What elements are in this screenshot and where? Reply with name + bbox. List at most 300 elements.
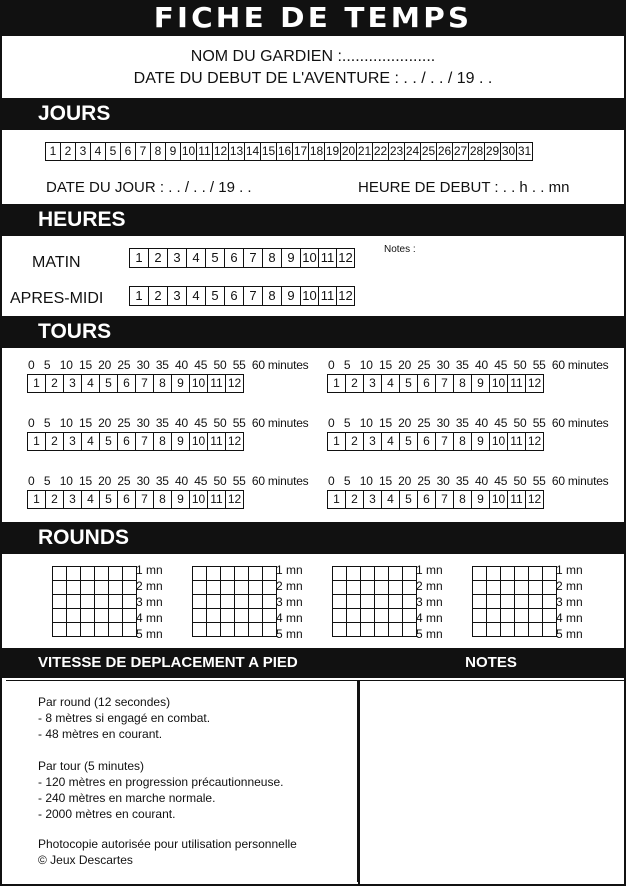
tour-box[interactable]: 3 <box>363 374 382 393</box>
round-cell[interactable] <box>81 595 95 609</box>
tour-box[interactable]: 7 <box>135 432 154 451</box>
round-cell[interactable] <box>501 581 515 595</box>
tour-minute-scale <box>328 416 608 430</box>
day-box[interactable]: 21 <box>356 142 373 161</box>
tour-box[interactable]: 3 <box>63 432 82 451</box>
date-du-jour-line[interactable]: DATE DU JOUR : . . / . . / 19 . . <box>46 179 252 196</box>
notes-title: NOTES <box>465 654 517 671</box>
round-cell[interactable] <box>543 609 557 623</box>
round-cell[interactable] <box>95 581 109 595</box>
round-cell[interactable] <box>473 567 487 581</box>
round-cell[interactable] <box>53 623 67 637</box>
round-cell[interactable] <box>501 609 515 623</box>
tour-box[interactable]: 6 <box>417 432 436 451</box>
guardian-name-line[interactable]: NOM DU GARDIEN :..................... <box>190 48 436 65</box>
round-cell[interactable] <box>529 623 543 637</box>
day-box[interactable]: 30 <box>500 142 517 161</box>
round-minute-labels <box>276 562 303 642</box>
round-cell[interactable] <box>487 581 501 595</box>
hour-box[interactable]: 4 <box>186 286 206 306</box>
round-cell[interactable] <box>473 623 487 637</box>
tour-scale-numbers: 0 5 10 15 20 25 30 35 40 45 50 55 60 <box>28 416 265 430</box>
sheet-header <box>2 36 624 98</box>
tour-box[interactable]: 4 <box>81 490 100 509</box>
round-cell[interactable] <box>123 595 137 609</box>
round-cell[interactable] <box>95 595 109 609</box>
tour-box[interactable]: 11 <box>207 432 226 451</box>
tour-box[interactable]: 2 <box>345 490 364 509</box>
tour-box[interactable]: 10 <box>489 432 508 451</box>
round-cell[interactable] <box>81 581 95 595</box>
round-cell[interactable] <box>515 567 529 581</box>
day-box[interactable]: 26 <box>436 142 453 161</box>
tour-box[interactable]: 9 <box>471 374 490 393</box>
round-cell[interactable] <box>81 567 95 581</box>
round-cell[interactable] <box>221 581 235 595</box>
round-cell[interactable] <box>53 567 67 581</box>
round-cell[interactable] <box>109 595 123 609</box>
tour-scale-unit: minutes <box>267 416 309 430</box>
round-cell[interactable] <box>389 623 403 637</box>
round-cell[interactable] <box>347 623 361 637</box>
round-cell[interactable] <box>515 581 529 595</box>
round-minute-labels <box>556 562 583 642</box>
tour-block <box>328 416 608 451</box>
tour-box[interactable]: 1 <box>27 490 46 509</box>
tour-box[interactable]: 7 <box>435 490 454 509</box>
tour-box[interactable]: 11 <box>507 432 526 451</box>
round-minute-label: 2 mn <box>136 579 163 593</box>
round-cell[interactable] <box>95 567 109 581</box>
round-cell[interactable] <box>263 623 277 637</box>
tour-box[interactable]: 2 <box>45 374 64 393</box>
day-box[interactable]: 10 <box>180 142 197 161</box>
tour-box[interactable]: 12 <box>525 432 544 451</box>
hour-box[interactable]: 4 <box>186 248 206 268</box>
day-box[interactable]: 18 <box>308 142 325 161</box>
round-grid <box>52 566 137 637</box>
round-minute-label: 5 mn <box>556 627 583 641</box>
tour-box[interactable]: 3 <box>63 374 82 393</box>
bottom-section <box>2 648 624 884</box>
round-cell[interactable] <box>403 581 417 595</box>
round-cell[interactable] <box>235 567 249 581</box>
round-cell[interactable] <box>389 609 403 623</box>
round-cell[interactable] <box>53 581 67 595</box>
round-cell[interactable] <box>361 595 375 609</box>
tour-box[interactable]: 12 <box>225 490 244 509</box>
round-cell[interactable] <box>403 609 417 623</box>
round-cell[interactable] <box>347 609 361 623</box>
round-cell[interactable] <box>235 609 249 623</box>
tour-box[interactable]: 5 <box>99 490 118 509</box>
round-cell[interactable] <box>515 609 529 623</box>
heures-section-title: HEURES <box>2 204 624 236</box>
tour-box[interactable]: 9 <box>171 374 190 393</box>
day-box[interactable]: 4 <box>90 142 106 161</box>
day-box[interactable]: 25 <box>420 142 437 161</box>
round-cell[interactable] <box>263 581 277 595</box>
day-box[interactable]: 24 <box>404 142 421 161</box>
round-cell[interactable] <box>109 567 123 581</box>
day-box[interactable]: 19 <box>324 142 341 161</box>
tour-box[interactable]: 5 <box>399 374 418 393</box>
round-cell[interactable] <box>375 567 389 581</box>
day-box[interactable]: 11 <box>196 142 213 161</box>
round-line-1: - 8 mètres si engagé en combat. <box>38 711 211 725</box>
hour-box[interactable]: 11 <box>318 248 337 268</box>
round-cell[interactable] <box>529 581 543 595</box>
round-cell[interactable] <box>207 623 221 637</box>
notes-box[interactable] <box>358 680 624 884</box>
round-cell[interactable] <box>403 623 417 637</box>
tour-line-2: - 240 mètres en marche normale. <box>38 791 216 805</box>
round-cell[interactable] <box>235 623 249 637</box>
days-boxes <box>46 142 533 161</box>
hour-box[interactable]: 2 <box>148 248 168 268</box>
round-cell[interactable] <box>389 581 403 595</box>
hour-box[interactable]: 8 <box>262 286 282 306</box>
round-line-2: - 48 mètres en courant. <box>38 727 163 741</box>
tour-box[interactable]: 10 <box>489 374 508 393</box>
tour-box[interactable]: 1 <box>327 490 346 509</box>
round-cell[interactable] <box>193 567 207 581</box>
day-box[interactable]: 12 <box>212 142 229 161</box>
vitesse-title: VITESSE DE DEPLACEMENT A PIED <box>38 654 298 671</box>
tour-box[interactable]: 11 <box>507 374 526 393</box>
tour-box[interactable]: 9 <box>171 432 190 451</box>
round-cell[interactable] <box>221 623 235 637</box>
round-cell[interactable] <box>333 609 347 623</box>
tour-box[interactable]: 12 <box>525 490 544 509</box>
round-cell[interactable] <box>361 581 375 595</box>
tour-box[interactable]: 3 <box>363 432 382 451</box>
round-cell[interactable] <box>221 567 235 581</box>
round-cell[interactable] <box>529 567 543 581</box>
round-cell[interactable] <box>221 595 235 609</box>
round-minute-label: 1 mn <box>276 563 303 577</box>
round-cell[interactable] <box>375 581 389 595</box>
day-box[interactable]: 29 <box>484 142 501 161</box>
round-cell[interactable] <box>235 595 249 609</box>
round-cell[interactable] <box>95 623 109 637</box>
tour-block <box>328 358 608 393</box>
round-cell[interactable] <box>207 609 221 623</box>
round-cell[interactable] <box>109 623 123 637</box>
round-cell[interactable] <box>123 581 137 595</box>
tour-box[interactable]: 8 <box>153 374 172 393</box>
round-cell[interactable] <box>403 567 417 581</box>
round-cell[interactable] <box>333 581 347 595</box>
tour-box[interactable]: 7 <box>135 374 154 393</box>
round-cell[interactable] <box>501 567 515 581</box>
hour-box[interactable]: 10 <box>300 286 319 306</box>
round-cell[interactable] <box>473 581 487 595</box>
hour-box[interactable]: 1 <box>129 286 149 306</box>
round-cell[interactable] <box>249 609 263 623</box>
hour-box[interactable]: 12 <box>336 286 355 306</box>
round-cell[interactable] <box>543 623 557 637</box>
round-cell[interactable] <box>81 609 95 623</box>
day-box[interactable]: 8 <box>150 142 166 161</box>
round-cell[interactable] <box>347 581 361 595</box>
round-cell[interactable] <box>473 609 487 623</box>
tour-box[interactable]: 1 <box>327 374 346 393</box>
tour-box[interactable]: 6 <box>417 374 436 393</box>
hour-box[interactable]: 3 <box>167 248 187 268</box>
tour-box[interactable]: 2 <box>45 432 64 451</box>
tour-box[interactable]: 8 <box>153 490 172 509</box>
tour-box[interactable]: 4 <box>81 374 100 393</box>
round-minute-label: 3 mn <box>416 595 443 609</box>
tour-box[interactable]: 8 <box>453 490 472 509</box>
tour-box[interactable]: 4 <box>81 432 100 451</box>
round-cell[interactable] <box>487 595 501 609</box>
hour-box[interactable]: 7 <box>243 286 263 306</box>
round-cell[interactable] <box>67 567 81 581</box>
hour-box[interactable]: 5 <box>205 286 225 306</box>
round-cell[interactable] <box>543 595 557 609</box>
round-cell[interactable] <box>515 595 529 609</box>
round-minute-label: 4 mn <box>136 611 163 625</box>
round-cell[interactable] <box>193 595 207 609</box>
jours-section-title: JOURS <box>2 98 624 130</box>
round-cell[interactable] <box>249 581 263 595</box>
round-cell[interactable] <box>123 609 137 623</box>
round-cell[interactable] <box>67 609 81 623</box>
round-speed-block <box>38 694 297 868</box>
tour-box[interactable]: 11 <box>507 490 526 509</box>
tour-box[interactable]: 7 <box>135 490 154 509</box>
tour-box[interactable]: 12 <box>225 432 244 451</box>
round-cell[interactable] <box>375 609 389 623</box>
round-minute-label: 2 mn <box>416 579 443 593</box>
round-minute-label: 5 mn <box>276 627 303 641</box>
tour-minute-scale <box>28 416 308 430</box>
day-box[interactable]: 3 <box>75 142 91 161</box>
round-cell[interactable] <box>123 623 137 637</box>
matin-hour-boxes <box>130 248 355 268</box>
hour-box[interactable]: 5 <box>205 248 225 268</box>
round-cell[interactable] <box>333 567 347 581</box>
tour-block <box>328 474 608 509</box>
round-cell[interactable] <box>193 581 207 595</box>
round-cell[interactable] <box>53 609 67 623</box>
round-cell[interactable] <box>501 623 515 637</box>
tour-box[interactable]: 6 <box>117 490 136 509</box>
tour-box[interactable]: 9 <box>471 432 490 451</box>
day-box[interactable]: 5 <box>105 142 121 161</box>
round-minute-label: 4 mn <box>276 611 303 625</box>
day-box[interactable]: 20 <box>340 142 357 161</box>
hour-box[interactable]: 9 <box>281 248 301 268</box>
round-cell[interactable] <box>193 623 207 637</box>
apres-midi-hour-boxes <box>130 286 355 306</box>
round-minute-label: 2 mn <box>276 579 303 593</box>
tour-box[interactable]: 1 <box>27 374 46 393</box>
hour-box[interactable]: 12 <box>336 248 355 268</box>
round-cell[interactable] <box>207 595 221 609</box>
day-box[interactable]: 28 <box>468 142 485 161</box>
day-box[interactable]: 9 <box>165 142 181 161</box>
round-cell[interactable] <box>67 581 81 595</box>
apres-midi-label: APRES-MIDI <box>10 290 104 307</box>
round-grid <box>192 566 277 637</box>
tour-box[interactable]: 8 <box>453 432 472 451</box>
hour-box[interactable]: 11 <box>318 286 337 306</box>
round-cell[interactable] <box>333 623 347 637</box>
day-box[interactable]: 23 <box>388 142 405 161</box>
day-box[interactable]: 16 <box>276 142 293 161</box>
round-grid <box>472 566 557 637</box>
tour-scale-numbers: 0 5 10 15 20 25 30 35 40 45 50 55 60 <box>28 474 265 488</box>
round-cell[interactable] <box>109 609 123 623</box>
hour-box[interactable]: 6 <box>224 248 244 268</box>
round-cell[interactable] <box>543 567 557 581</box>
round-cell[interactable] <box>529 609 543 623</box>
tour-box[interactable]: 2 <box>45 490 64 509</box>
round-cell[interactable] <box>361 609 375 623</box>
tour-minute-scale <box>328 474 608 488</box>
tour-box[interactable]: 12 <box>525 374 544 393</box>
adventure-start-date-line[interactable]: DATE DU DEBUT DE L'AVENTURE : . . / . . / 19 . . <box>133 70 493 87</box>
round-minute-label: 3 mn <box>136 595 163 609</box>
rounds-section-title: ROUNDS <box>2 522 624 554</box>
day-box[interactable]: 14 <box>244 142 261 161</box>
tour-box[interactable]: 10 <box>189 374 208 393</box>
tour-box[interactable]: 2 <box>345 374 364 393</box>
round-cell[interactable] <box>109 581 123 595</box>
round-cell[interactable] <box>515 623 529 637</box>
round-cell[interactable] <box>543 581 557 595</box>
round-cell[interactable] <box>123 567 137 581</box>
heures-notes-label: Notes : <box>384 244 416 255</box>
round-title: Par round (12 secondes) <box>38 695 171 709</box>
round-cell[interactable] <box>473 595 487 609</box>
round-cell[interactable] <box>347 595 361 609</box>
tour-box[interactable]: 6 <box>117 432 136 451</box>
round-cell[interactable] <box>361 623 375 637</box>
tour-box[interactable]: 8 <box>153 432 172 451</box>
day-box[interactable]: 2 <box>60 142 76 161</box>
round-cell[interactable] <box>67 595 81 609</box>
tour-scale-unit: minutes <box>567 474 609 488</box>
round-cell[interactable] <box>81 623 95 637</box>
round-minute-labels <box>136 562 163 642</box>
tour-box[interactable]: 4 <box>381 432 400 451</box>
round-cell[interactable] <box>529 595 543 609</box>
hour-box[interactable]: 9 <box>281 286 301 306</box>
tour-box[interactable]: 10 <box>189 490 208 509</box>
tour-box[interactable]: 4 <box>381 490 400 509</box>
hour-box[interactable]: 3 <box>167 286 187 306</box>
day-box[interactable]: 22 <box>372 142 389 161</box>
round-cell[interactable] <box>487 623 501 637</box>
round-cell[interactable] <box>249 567 263 581</box>
tour-box[interactable]: 11 <box>207 490 226 509</box>
tour-box[interactable]: 3 <box>363 490 382 509</box>
round-cell[interactable] <box>207 581 221 595</box>
round-cell[interactable] <box>263 609 277 623</box>
round-cell[interactable] <box>95 609 109 623</box>
tour-box[interactable]: 7 <box>435 374 454 393</box>
round-cell[interactable] <box>53 595 67 609</box>
tour-box[interactable]: 12 <box>225 374 244 393</box>
tour-box[interactable]: 1 <box>27 432 46 451</box>
day-box[interactable]: 27 <box>452 142 469 161</box>
day-box[interactable]: 1 <box>45 142 61 161</box>
round-cell[interactable] <box>67 623 81 637</box>
matin-label: MATIN <box>32 254 81 271</box>
hour-box[interactable]: 6 <box>224 286 244 306</box>
tour-box[interactable]: 5 <box>399 490 418 509</box>
tour-box[interactable]: 5 <box>99 432 118 451</box>
round-cell[interactable] <box>487 609 501 623</box>
round-cell[interactable] <box>375 595 389 609</box>
tour-box[interactable]: 6 <box>417 490 436 509</box>
day-box[interactable]: 31 <box>516 142 533 161</box>
hour-box[interactable]: 10 <box>300 248 319 268</box>
footer-line-1: Photocopie autorisée pour utilisation personnelle <box>38 837 297 851</box>
round-cell[interactable] <box>347 567 361 581</box>
day-box[interactable]: 13 <box>228 142 245 161</box>
round-cell[interactable] <box>263 595 277 609</box>
tour-box[interactable]: 10 <box>189 432 208 451</box>
tour-box[interactable]: 6 <box>117 374 136 393</box>
round-cell[interactable] <box>193 609 207 623</box>
day-box[interactable]: 15 <box>260 142 277 161</box>
hour-box[interactable]: 1 <box>129 248 149 268</box>
round-cell[interactable] <box>333 595 347 609</box>
round-cell[interactable] <box>235 581 249 595</box>
day-box[interactable]: 6 <box>120 142 136 161</box>
round-cell[interactable] <box>361 567 375 581</box>
round-minute-label: 2 mn <box>556 579 583 593</box>
round-cell[interactable] <box>221 609 235 623</box>
round-cell[interactable] <box>375 623 389 637</box>
tour-box[interactable]: 5 <box>99 374 118 393</box>
round-cell[interactable] <box>389 595 403 609</box>
heure-de-debut-line[interactable]: HEURE DE DEBUT : . . h . . mn <box>358 179 570 196</box>
tour-box[interactable]: 1 <box>327 432 346 451</box>
hour-box[interactable]: 2 <box>148 286 168 306</box>
tour-box[interactable]: 4 <box>381 374 400 393</box>
tour-title: Par tour (5 minutes) <box>38 759 145 773</box>
round-grid <box>332 566 417 637</box>
tour-box[interactable]: 9 <box>171 490 190 509</box>
tour-box[interactable]: 9 <box>471 490 490 509</box>
tour-box[interactable]: 10 <box>489 490 508 509</box>
tour-box[interactable]: 7 <box>435 432 454 451</box>
hour-box[interactable]: 8 <box>262 248 282 268</box>
tour-box[interactable]: 8 <box>453 374 472 393</box>
hour-box[interactable]: 7 <box>243 248 263 268</box>
round-cell[interactable] <box>403 595 417 609</box>
day-box[interactable]: 7 <box>135 142 151 161</box>
round-cell[interactable] <box>487 567 501 581</box>
round-cell[interactable] <box>249 595 263 609</box>
tour-box[interactable]: 11 <box>207 374 226 393</box>
round-cell[interactable] <box>501 595 515 609</box>
tour-box[interactable]: 3 <box>63 490 82 509</box>
round-cell[interactable] <box>389 567 403 581</box>
round-cell[interactable] <box>263 567 277 581</box>
tour-box[interactable]: 2 <box>345 432 364 451</box>
tour-box[interactable]: 5 <box>399 432 418 451</box>
day-box[interactable]: 17 <box>292 142 309 161</box>
round-cell[interactable] <box>249 623 263 637</box>
round-cell[interactable] <box>207 567 221 581</box>
